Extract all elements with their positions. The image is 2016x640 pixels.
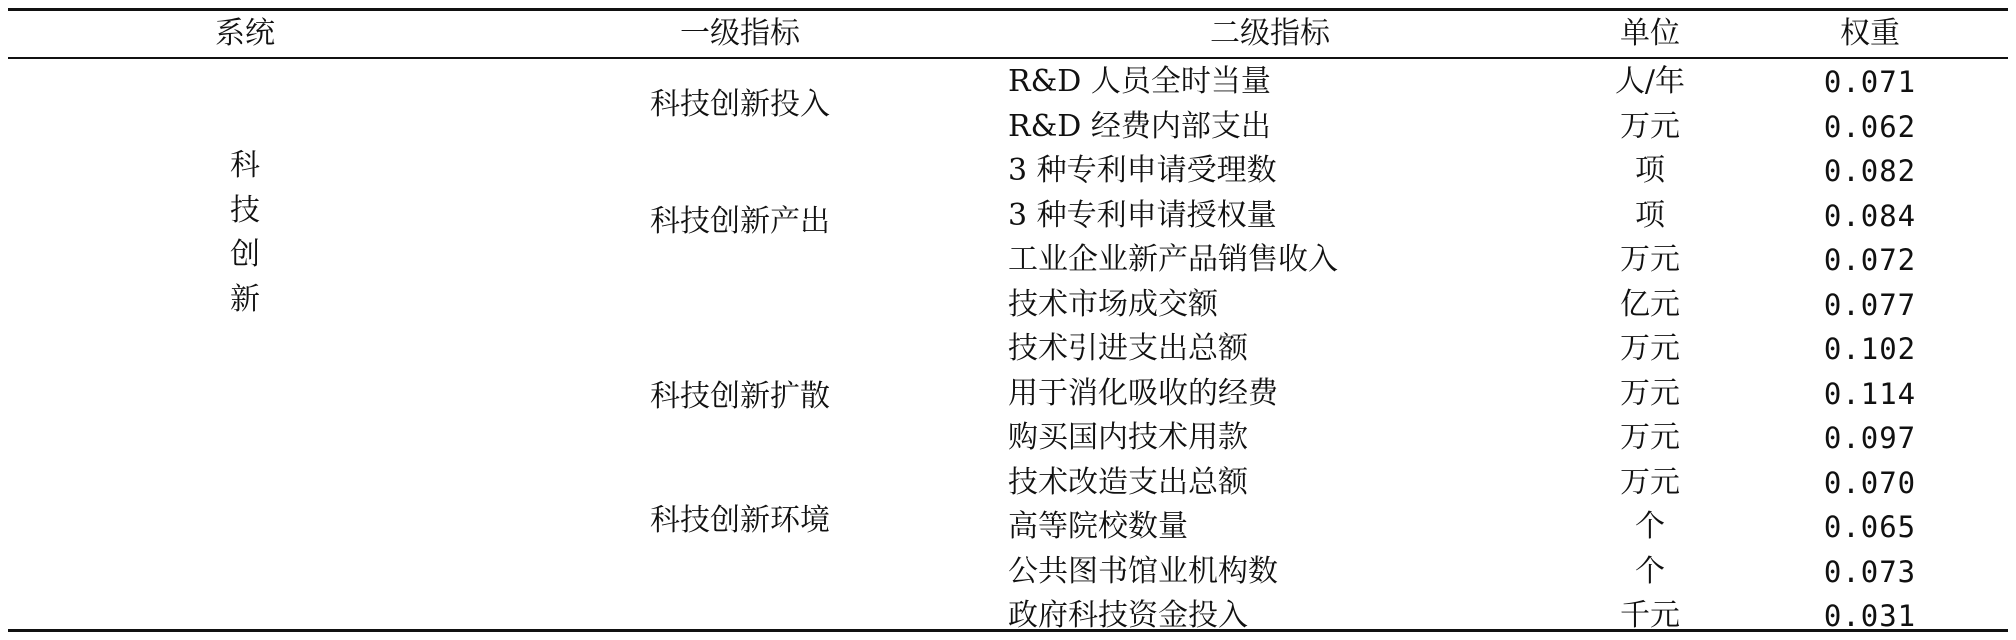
table-row — [0, 283, 2016, 328]
weight-cell: 0.071 — [1823, 65, 1917, 99]
level2-indicator: 政府科技资金投入 — [1008, 598, 1248, 633]
level1-input: 科技创新投入 — [650, 87, 830, 122]
table-row — [0, 416, 2016, 461]
level2-indicator: 购买国内技术用款 — [1008, 420, 1248, 455]
unit-cell: 万元 — [1620, 331, 1680, 366]
system-char: 新 — [230, 281, 260, 317]
table-body — [0, 60, 2016, 639]
unit-cell: 项 — [1635, 153, 1665, 188]
table-row — [0, 505, 2016, 550]
weight-cell: 0.031 — [1823, 599, 1917, 633]
weight-cell: 0.102 — [1823, 332, 1917, 366]
weight-cell: 0.114 — [1823, 376, 1917, 411]
table-row — [0, 238, 2016, 283]
unit-cell: 千元 — [1620, 598, 1680, 633]
table-row — [0, 194, 2016, 239]
unit-cell: 亿元 — [1620, 286, 1680, 322]
unit-cell: 个 — [1635, 509, 1665, 544]
weight-cell: 0.070 — [1823, 465, 1917, 500]
table-row — [0, 550, 2016, 595]
level1-diffusion: 科技创新扩散 — [650, 379, 830, 414]
table-row — [0, 105, 2016, 150]
header-level2: 二级指标 — [1210, 16, 1330, 51]
unit-cell: 人/年 — [1614, 64, 1686, 99]
weight-cell: 0.084 — [1823, 198, 1917, 233]
level2-indicator: 技术改造支出总额 — [1008, 464, 1248, 500]
level2-indicator: 3 种专利申请受理数 — [1008, 153, 1277, 188]
table-header-rule — [8, 57, 2008, 59]
weight-cell: 0.082 — [1823, 154, 1917, 188]
level1-environment: 科技创新环境 — [650, 503, 830, 538]
unit-cell: 万元 — [1620, 420, 1680, 455]
weight-cell: 0.073 — [1823, 554, 1917, 589]
table-top-rule — [8, 8, 2008, 11]
level1-output: 科技创新产出 — [650, 204, 830, 239]
system-char: 技 — [230, 192, 260, 228]
level2-indicator: R&D 人员全时当量 — [1008, 64, 1271, 99]
level2-indicator: 工业企业新产品销售收入 — [1008, 242, 1338, 277]
header-system: 系统 — [215, 16, 275, 51]
level2-indicator: 公共图书馆业机构数 — [1008, 553, 1278, 589]
unit-cell: 万元 — [1620, 108, 1680, 144]
unit-cell: 万元 — [1620, 464, 1680, 500]
level2-indicator: 3 种专利申请授权量 — [1008, 197, 1277, 233]
table-row — [0, 594, 2016, 639]
table-row — [0, 372, 2016, 417]
unit-cell: 项 — [1635, 197, 1665, 233]
table-row — [0, 461, 2016, 506]
weight-cell: 0.077 — [1823, 287, 1917, 322]
system-char: 创 — [230, 237, 260, 272]
weight-cell: 0.065 — [1823, 510, 1917, 544]
system-char: 科 — [230, 148, 260, 183]
level2-indicator: 高等院校数量 — [1008, 509, 1188, 544]
level2-indicator: 用于消化吸收的经费 — [1008, 375, 1278, 411]
table-row — [0, 149, 2016, 194]
weight-cell: 0.072 — [1823, 243, 1917, 277]
weight-cell: 0.097 — [1823, 421, 1917, 455]
level2-indicator: 技术市场成交额 — [1008, 286, 1218, 322]
table-row — [0, 60, 2016, 105]
unit-cell: 万元 — [1620, 375, 1680, 411]
header-weight: 权重 — [1840, 16, 1900, 51]
table-row — [0, 327, 2016, 372]
level2-indicator: 技术引进支出总额 — [1008, 331, 1248, 366]
level2-indicator: R&D 经费内部支出 — [1008, 108, 1271, 144]
unit-cell: 万元 — [1620, 242, 1680, 277]
header-level1: 一级指标 — [680, 16, 800, 51]
weight-cell: 0.062 — [1823, 109, 1917, 144]
header-unit: 单位 — [1620, 16, 1680, 51]
unit-cell: 个 — [1635, 553, 1665, 589]
